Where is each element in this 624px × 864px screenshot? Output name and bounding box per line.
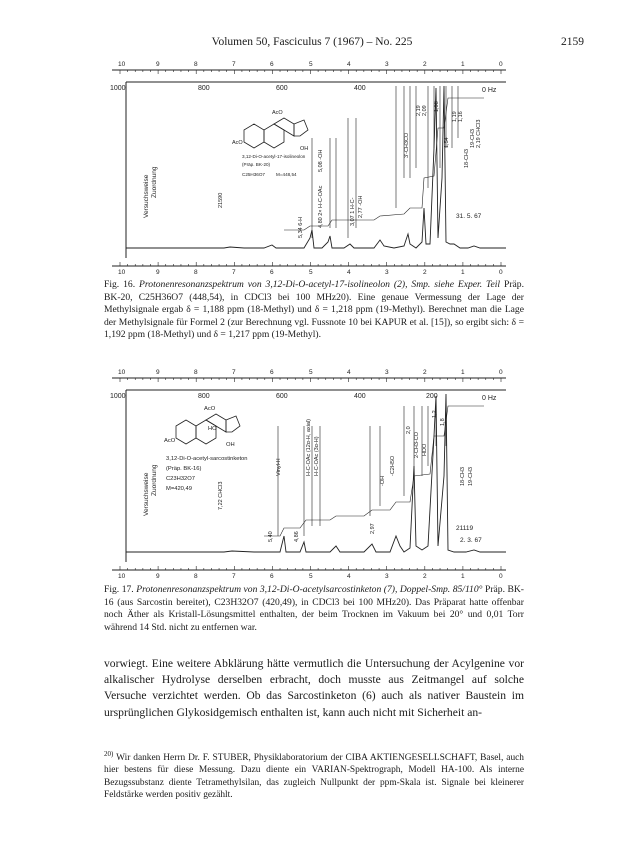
peak-label: 2,77 -OH <box>358 195 364 218</box>
side-label: Zuordnung <box>151 166 158 198</box>
figure-caption-16 <box>104 279 524 342</box>
tick-label: 9 <box>156 573 160 580</box>
peak-label: 5,34 6-H <box>298 216 304 238</box>
spectrum-id: 21119 <box>456 525 474 532</box>
peak-label: -C2H5O <box>390 455 396 476</box>
caption-title: Protonenresonanzspektrum von 3,12-Di-O-acetyl-17-isolineolon (2), Smp. siehe Exper. Teil <box>139 279 501 290</box>
nmr-spectrum-fig16 <box>104 58 520 276</box>
struct-formula: C25H36O7 <box>242 172 265 177</box>
struct-formula: C23H32O7 <box>166 476 196 482</box>
tick-label: 5 <box>309 61 313 68</box>
peak-label: 19-CH3 <box>468 467 474 486</box>
struct-prep: (Präp. BK-16) <box>166 466 202 472</box>
side-label: Zuordnung <box>151 464 158 496</box>
struct-name: 3,12-Di-O-acetyl-17-isolineolon <box>242 154 306 159</box>
hz-label: 400 <box>354 393 366 400</box>
tick-label: 0 <box>499 61 503 68</box>
tick-label: 4 <box>347 573 351 580</box>
tick-label: 2 <box>423 369 427 376</box>
tick-label: 6 <box>270 269 274 276</box>
tick-label: 10 <box>118 269 126 276</box>
peak-label: 18-CH3 <box>464 149 470 168</box>
tick-label: 0 <box>499 269 503 276</box>
peak-label: 1,2 <box>432 410 438 418</box>
tick-label: 4 <box>347 269 351 276</box>
tick-label: 7 <box>232 369 236 376</box>
tick-label: 7 <box>232 61 236 68</box>
peak-label: HDO <box>422 443 428 456</box>
tick-label: 4 <box>347 61 351 68</box>
peak-label: 19-CH3 <box>470 129 476 148</box>
struct-prep: (Präp. BK-20) <box>242 162 271 167</box>
tick-label: 3 <box>385 61 389 68</box>
tick-label: 6 <box>270 573 274 580</box>
running-header <box>40 36 584 52</box>
journal-volume: Volumen 50, Fasciculus 7 (1967) – No. 225 <box>211 36 413 48</box>
integral-trace <box>264 406 484 536</box>
peak-label: 4,86 <box>294 531 300 542</box>
hz-label: 600 <box>276 85 288 92</box>
nmr-spectrum-fig17 <box>104 366 520 580</box>
tick-label: 8 <box>194 61 198 68</box>
struct-group: AcO <box>164 438 176 444</box>
hz-label: 0 Hz <box>482 395 497 402</box>
body-text: vorwiegt. Eine weitere Abklärung hätte vermutlich die Untersuchung der Acylgenine vor alkalischer Hydrolyse derselben erbracht, doch musste aus Zeitmangel auf solche Versuche verzichtet werden. Ob das Sarcostinketon (6) auch als nativer Baustein im ursprünglichen Glykosidgemisch enthalten ist, kann auch nicht mit Sicherheit an- <box>104 657 524 719</box>
peak-label: 3'-CH3CO <box>404 132 410 158</box>
footnote-text: Wir danken Herrn Dr. F. STUBER, Physiklaboratorium der CIBA AKTIENGESELLSCHAFT, Basel, auch hier bestens für diese Messung. Dazu diente ein VARIAN-Spektrograph, Modell HA-100. Als interne Bezugssubstanz diente Tetramethylsilan, das zugleich Nullpunkt der ppm-Skala ist. Signale bei kleinerer Feldstärke werden positiv gezählt. <box>104 753 524 800</box>
peak-label: 1,54 <box>444 137 450 148</box>
tick-label: 4 <box>347 369 351 376</box>
solvent-label: 21590 <box>218 192 224 208</box>
tick-label: 1 <box>461 369 465 376</box>
page-number: 2159 <box>561 36 584 48</box>
tick-label: 0 <box>499 573 503 580</box>
caption-label: Fig. 16. <box>104 279 136 290</box>
tick-label: 10 <box>118 61 126 68</box>
steroid-structure <box>244 118 308 148</box>
tick-label: 3 <box>385 573 389 580</box>
tick-label: 9 <box>156 269 160 276</box>
tick-label: 1 <box>461 269 465 276</box>
struct-group: AcO <box>272 110 283 116</box>
spectrum-date: 2. 3. 67 <box>460 537 482 544</box>
tick-label: 2 <box>423 573 427 580</box>
tick-label: 9 <box>156 369 160 376</box>
caption-text: Präp. BK-20, C25H36O7 (448,54), in CDCl3 bei 100 MHz20). Eine genaue Vermessung der Lage der Methylsignale ergab δ = 1,188 ppm (18-Methyl) und δ = 1,218 ppm (19-Methyl). Berechnet man die Lage der Methylsignale für Formel 2 (zur Berechnung vgl. Fussnote 10 bei KAPUR et al. [15]), so ergibt sich: δ = 1,192 ppm (18-Methyl) und δ = 1,217 ppm (19-Methyl). <box>104 279 524 341</box>
figure-caption-17 <box>104 584 524 634</box>
caption-title: Protonenresonanzspektrum von 3,12-Di-O-acetylsarcostinketon (7), Doppel-Smp. 85/110° <box>136 584 483 595</box>
struct-group: OH <box>300 146 309 152</box>
tick-label: 0 <box>499 369 503 376</box>
hz-label: 800 <box>198 393 210 400</box>
peak-label: 2,09 <box>422 105 428 116</box>
tick-label: 7 <box>232 269 236 276</box>
tick-label: 10 <box>118 573 126 580</box>
tick-label: 8 <box>194 269 198 276</box>
tick-label: 5 <box>309 369 313 376</box>
peak-label: H-C-OAc (3α-H) <box>314 436 320 476</box>
side-label: Versuchsweise <box>143 472 150 516</box>
peak-label: 5,40 <box>268 531 274 542</box>
tick-label: 1 <box>461 61 465 68</box>
struct-mass: M=420,49 <box>166 486 192 492</box>
hz-label: 1000 <box>110 393 126 400</box>
tick-label: 2 <box>423 61 427 68</box>
peak-label: 2,97 <box>370 523 376 534</box>
tick-label: 8 <box>194 369 198 376</box>
solvent-label: 7,22 CHCl3 <box>218 481 224 510</box>
tick-label: 9 <box>156 61 160 68</box>
tick-label: 6 <box>270 61 274 68</box>
peak-label: 4,80 2× H-C-OAc <box>318 185 324 228</box>
hz-label: 1000 <box>110 85 126 92</box>
tick-label: 6 <box>270 369 274 376</box>
struct-group: AcO <box>232 140 243 146</box>
hz-label: 400 <box>354 85 366 92</box>
peak-label: 2-CH3-CO <box>414 432 420 458</box>
tick-label: 8 <box>194 573 198 580</box>
caption-text: Präp. BK-16 (aus Sarcostin bereitet), C23H32O7 (420,49), in CDCl3 bei 100 MHz20). Das Präparat hatte offenbar noch Äther als Kristall-Lösungsmittel enthalten, der beim Trocknen im Vakuum bei 20° und 0,01 Torr während 14 Std. nicht zu entfernen war. <box>104 584 524 633</box>
struct-group: AcO <box>204 406 216 412</box>
struct-mass: M=448,54 <box>276 172 297 177</box>
tick-label: 2 <box>423 269 427 276</box>
peak-label: 1,16 <box>458 111 464 122</box>
tick-label: 7 <box>232 573 236 580</box>
hz-label: 200 <box>426 393 438 400</box>
tick-label: 5 <box>309 573 313 580</box>
footnote-number: 20) <box>104 750 114 758</box>
peak-label: 1,98 <box>434 101 440 112</box>
peak-label: 2,0 <box>406 426 412 434</box>
peak-label: H-C-OAc (12α-H, axial) <box>306 419 312 476</box>
peak-label: -OH <box>380 475 386 486</box>
struct-group: HO <box>208 426 217 432</box>
tick-label: 1 <box>461 573 465 580</box>
peak-label: 3,07 1 H-C- <box>350 197 356 226</box>
peak-label: Vinyl-H <box>276 458 282 476</box>
caption-label: Fig. 17. <box>104 584 134 595</box>
hz-label: 0 Hz <box>482 87 497 94</box>
spectrum-id: 31. 5. 67 <box>456 213 482 220</box>
peak-label: 2,19 CHCl3 <box>476 119 482 148</box>
peak-label: 18-CH3 <box>460 467 466 486</box>
struct-name: 3,12-Di-O-acetyl-sarcostinketon <box>166 456 248 462</box>
tick-label: 3 <box>385 369 389 376</box>
footnote <box>104 748 524 801</box>
hz-label: 800 <box>198 85 210 92</box>
tick-label: 5 <box>309 269 313 276</box>
spectrum-trace <box>126 86 506 248</box>
peak-label: 1,19 <box>452 111 458 122</box>
hz-label: 600 <box>276 393 288 400</box>
peak-label: 5,08 -OH <box>318 149 324 172</box>
peak-label: 1,8 <box>440 418 446 426</box>
tick-label: 10 <box>118 369 126 376</box>
struct-group: OH <box>226 442 235 448</box>
peak-label: 2,19 <box>416 105 422 116</box>
body-paragraph <box>104 656 524 721</box>
side-label: Versuchsweise <box>143 174 150 218</box>
tick-label: 3 <box>385 269 389 276</box>
